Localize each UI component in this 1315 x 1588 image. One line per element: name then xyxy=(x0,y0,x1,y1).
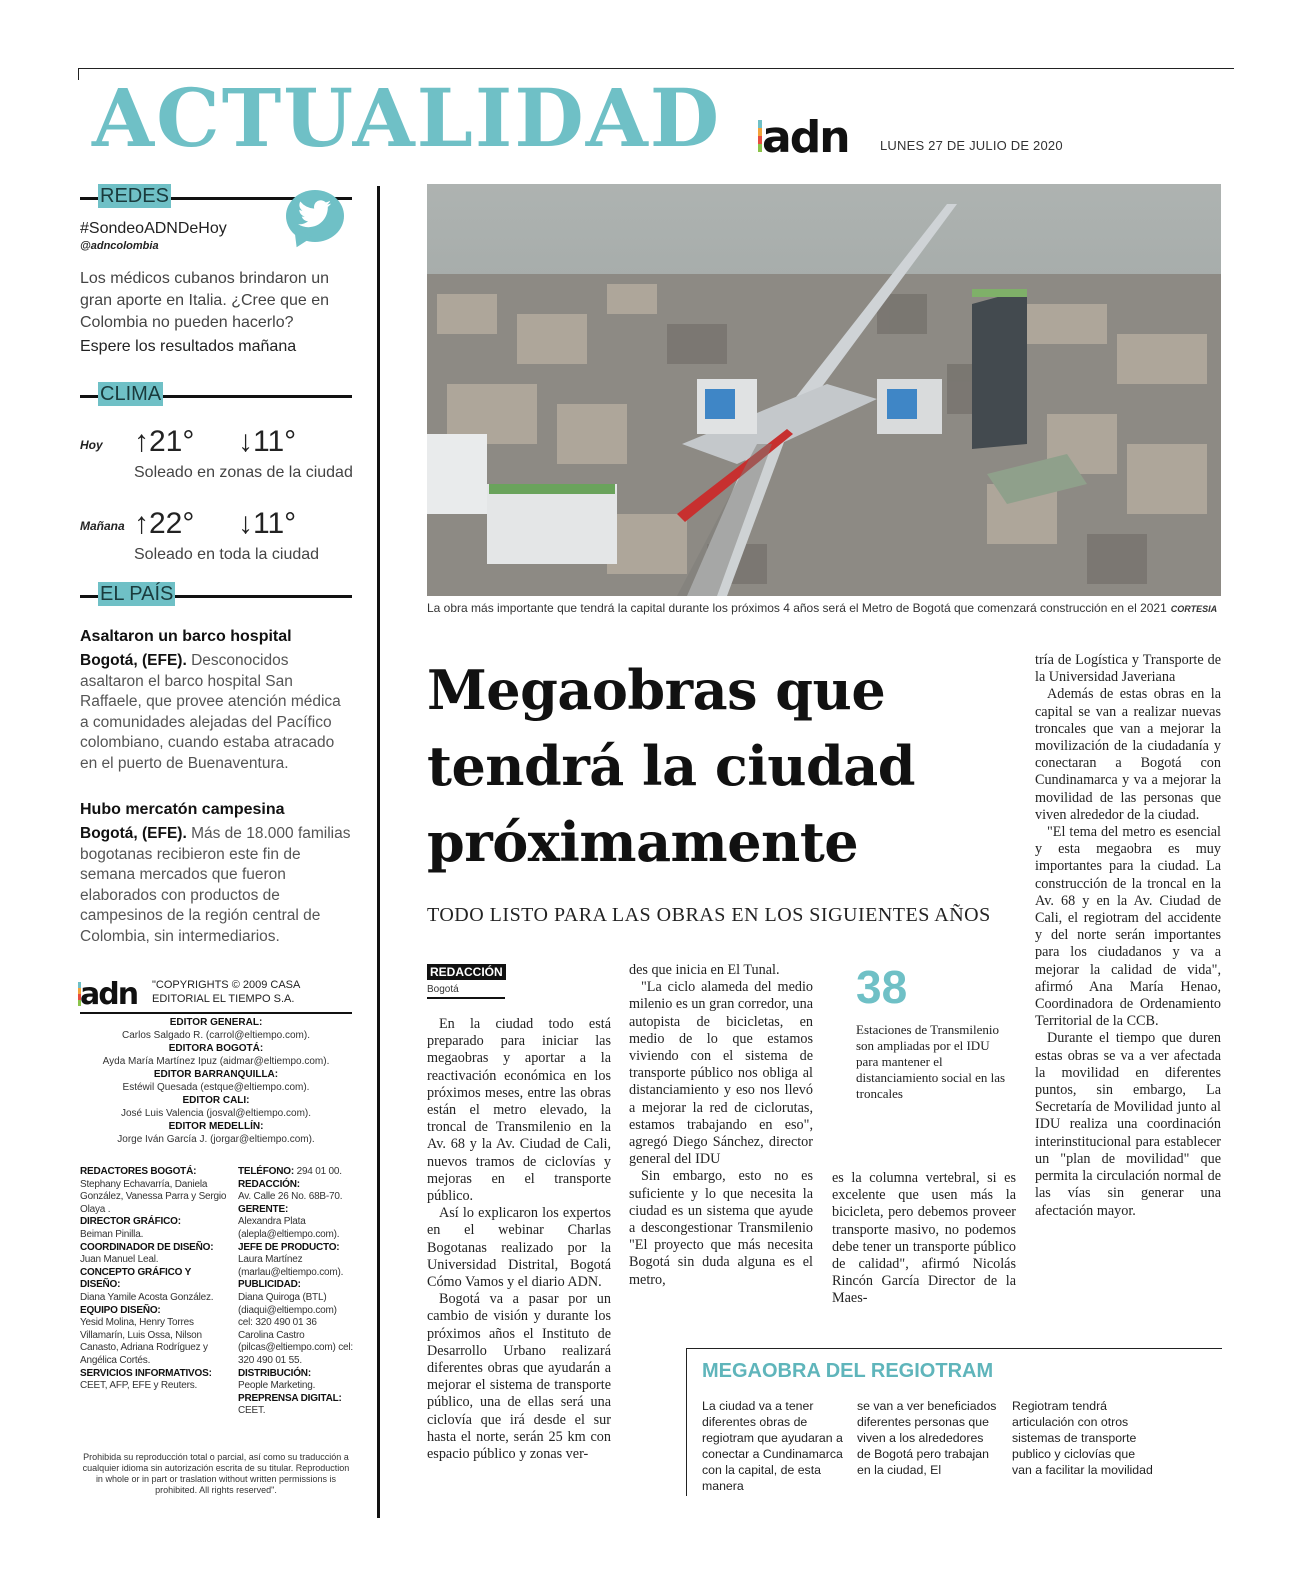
adn-logo: adn xyxy=(762,112,849,163)
credits-right: TELÉFONO: 294 01 00. REDACCIÓN: Av. Calle 26 No. 68B-70. GERENTE: Alexandra Plata (alepla@eltiempo.com). JEFE DE PRODUCTO: Laura Martínez (marlau@eltiempo.com). PUBLICIDAD: Diana Quiroga (BTL) (diaqui@eltiempo.com) cel: 320 490 01 36 Carolina Castro (pilcas@eltiempo.com) cel: 320 490 01 55. DISTRIBUCIÓN: People Marketing. PREPRENSA DIGITAL: CEET. xyxy=(238,1166,353,1417)
stat-number: 38 xyxy=(856,961,908,1013)
weather-high: ↑22° xyxy=(134,507,195,540)
section-title: ACTUALIDAD xyxy=(92,71,722,165)
poll-question: Los médicos cubanos brindaron un gran aporte en Italia. ¿Cree que en Colombia no pueden hacerlo? xyxy=(80,270,330,331)
weather-high: ↑21° xyxy=(134,425,195,458)
disclaimer: Prohibida su reproducción total o parcial, así como su traducción a cualquier idioma sin autorización escrita de su titular. Reproduction in whole or in part or traslation without written permissions is prohibited. All rights reserved". xyxy=(82,1452,350,1495)
redes-label: REDES xyxy=(100,185,169,207)
copyright: "COPYRIGHTS © 2009 CASA EDITORIAL EL TIEMPO S.A. xyxy=(152,979,301,1005)
top-tick xyxy=(78,68,79,80)
weather-low: ↓11° xyxy=(238,425,297,458)
poll-hashtag: #SondeoADNDeHoy xyxy=(80,220,227,237)
weather-day: Mañana xyxy=(80,519,125,533)
news-title: Asaltaron un barco hospital xyxy=(80,628,292,645)
deck: TODO LISTO PARA LAS OBRAS EN LOS SIGUIENTES AÑOS xyxy=(427,904,991,926)
pais-label: EL PAÍS xyxy=(100,583,174,605)
box-border-left xyxy=(686,1348,687,1496)
credits-left: REDACTORES BOGOTÁ: Stephany Echavarría, Daniela González, Vanessa Parra y Sergio Olaya . DIRECTOR GRÁFICO: Beiman Pinilla. COORDINADOR DE DISEÑO: Juan Manuel Leal. CONCEPTO GRÁFICO Y DISEÑO: Diana Yamile Acosta González. EQUIPO DISEÑO: Yesid Molina, Henry Torres Villamarín, Luis Ossa, Nilson Canasto, Adriana Rodríguez y Angélica Cortés. SERVICIOS INFORMATIVOS: CEET, AFP, EFE y Reuters. xyxy=(80,1166,227,1392)
twitter-bird-icon xyxy=(298,200,332,234)
weather-low: ↓11° xyxy=(238,507,297,540)
staff-rule xyxy=(80,1012,352,1014)
stat-text: Estaciones de Transmilenio son ampliadas por el IDU para mantener el distanciamiento social en las troncales xyxy=(856,1022,1006,1101)
clima-label: CLIMA xyxy=(100,383,162,405)
article-column-4: tría de Logística y Transporte de la Universidad Javeriana Además de estas obras en la capital se van a realizar nuevas troncales que van a mejorar la movilización de la ciudadanía y conectaran a Bogotá con Cundinamarca y va a mejorar la movilidad de las personas que viven alrededor de la ciudad. "El tema del metro es esencial y esta megaobra es muy importantes para la ciudad. La construcción de la troncal en la Av. 68 y en la Av. Ciudad de Cali, el regiotram del accidente y del norte serán importantes para los ciudadanos y va a mejorar la calidad de vida", afirmó Ana María Henao, Coordinadora de Ordenamiento Territorial de la CCB. Durante el tiempo que duren estas obras se va a ver afectada la movilidad en diferentes puntos, sin embargo, La Secretaría de Movilidad junto al IDU realiza una coordinación interinstitucional para establecer un "plan de movilidad" que permita la circulación normal de las vías sin generar una afectación mayor. xyxy=(1035,652,1221,1219)
adn-logo-small: adn xyxy=(80,977,138,1012)
weather-desc: Soleado en zonas de la ciudad xyxy=(134,464,353,481)
regiotram-col-3: Regiotram tendrá articulación con otros sistemas de transporte publico y ciclovías que van a facilitar la movilidad xyxy=(1012,1399,1153,1477)
poll-handle: @adncolombia xyxy=(80,240,159,252)
clima-header xyxy=(80,384,352,406)
editors-list: EDITOR GENERAL: Carlos Salgado R. (carrol@eltiempo.com). EDITORA BOGOTÁ: Ayda María Martínez Ipuz (aidmar@eltiempo.com). EDITOR BARRANQUILLA: Estéwil Quesada (estque@eltiempo.com). EDITOR CALI: José Luis Valencia (josval@eltiempo.com). EDITOR MEDELLÍN: Jorge Iván García J. (jorgar@eltiempo.com). xyxy=(102,1017,330,1145)
article-column-1: En la ciudad todo está preparado para iniciar las megaobras y aportar a la reactivación económica en los próximos meses, entre las obras están el metro elevado, la troncal de Transmilenio en la Av. 68 y la Av. Ciudad de Cali, nuevos tramos de ciclovías y mejoras en el transporte público. Así lo explicaron los expertos en el webinar Charlas Bogotanas realizado por la Universidad Distrital, Bogotá Cómo Vamos y el diario ADN. Bogotá va a pasar por un cambio de visión y durante los próximos años el Instituto de Desarrollo Urbano realizará diferentes obras que ayudarán a mejorar el sistema de transporte público, una de ellas será una ciclovía que irá desde el sur hasta el norte, serán 25 km con espacio público y zonas ver- xyxy=(427,1016,611,1463)
article-column-2: des que inicia en El Tunal. "La ciclo alameda del medio milenio es un gran corredor, una autopista de bicicletas, en medio de lo que estamos viviendo con el sistema de transporte público nos obliga al distanciamiento y eso nos llevó a mejorar la red de ciclorutas, estamos trabajando en eso", agregó Diego Sánchez, director general del IDU Sin embargo, esto no es suficiente y lo que necesita la ciudad es un sistema que ayude a descongestionar Transmilenio "El proyecto que más necesita Bogotá sin duda alguna es el metro, xyxy=(629,962,813,1288)
photo-caption: La obra más importante que tendrá la capital durante los próximos 4 años será el Metro de Bogotá que comenzará construcción en el 2021 CORTESIA xyxy=(427,601,1218,615)
regiotram-title: MEGAOBRA DEL REGIOTRAM xyxy=(702,1360,994,1382)
box-border-top xyxy=(686,1348,1222,1349)
byline-rule xyxy=(427,997,505,999)
headline: Megaobras que tendrá la ciudad próximamente xyxy=(427,658,916,874)
article-column-3: es la columna vertebral, si es excelente que usen más la bicicleta, pero debemos proveer transporte masivo, no podemos debe tener un transporte público de calidad", afirmó Nicolás Rincón García Director de la Maes- xyxy=(832,1170,1016,1307)
metro-rendering-photo xyxy=(427,184,1221,596)
issue-date: LUNES 27 DE JULIO DE 2020 xyxy=(880,138,1063,153)
pais-header xyxy=(80,584,352,606)
column-divider xyxy=(377,186,380,1518)
top-rule xyxy=(78,68,1234,69)
news-body: Bogotá, (EFE). Desconocidos asaltaron el barco hospital San Raffaele, que provee atención médica a comunidades alejadas del Pacífico colombiano, cuando estaba atracado en el puerto de Buenaventura. xyxy=(80,652,341,772)
poll-answer: Espere los resultados mañana xyxy=(80,338,297,355)
news-body: Bogotá, (EFE). Más de 18.000 familias bogotanas recibieron este fin de semana mercados que fueron elaborados con productos de campesinos de la región central de Colombia, sin intermediarios. xyxy=(80,825,351,945)
byline-location: Bogotá xyxy=(427,984,459,995)
regiotram-col-2: se van a ver beneficiados diferentes personas que viven a los alrededores de Bogotá pero trabajan en la ciudad, El xyxy=(857,1399,997,1477)
byline: REDACCIÓN xyxy=(427,964,506,980)
weather-day: Hoy xyxy=(80,438,103,452)
weather-desc: Soleado en toda la ciudad xyxy=(134,546,320,563)
news-title: Hubo mercatón campesina xyxy=(80,801,285,818)
regiotram-col-1: La ciudad va a tener diferentes obras de regiotram que ayudaran a conectar a Cundinamarca con la capital, de esta manera xyxy=(702,1399,843,1493)
